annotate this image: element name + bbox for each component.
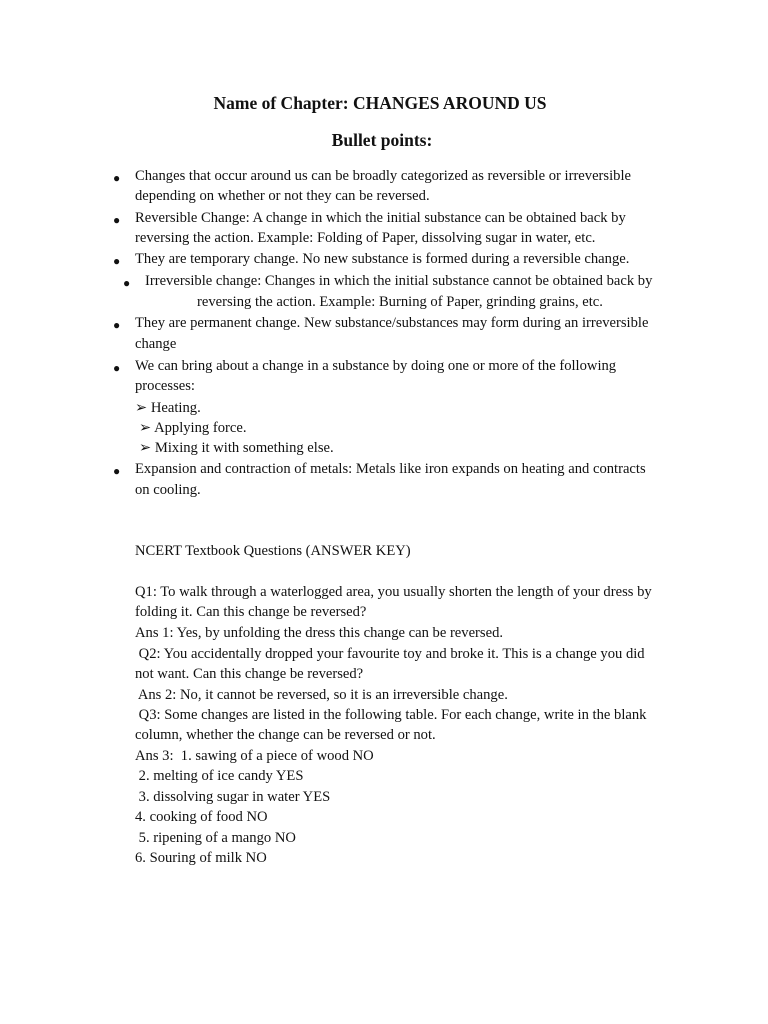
qa-line: Ans 2: No, it cannot be reversed, so it is an irreversible change. [135,687,508,703]
chapter-title: Name of Chapter: CHANGES AROUND US [213,93,547,113]
bullet-2-line-2: reversing the action. Example: Folding of Paper, dissolving sugar in water, etc. [135,230,596,246]
bullet-4-line-1: Irreversible change: Changes in which the initial substance cannot be obtained back by [145,273,653,289]
qa-line: column, whether the change can be reversed or not. [135,727,436,743]
qa-line: Ans 3: 1. sawing of a piece of wood NO [135,748,374,764]
bullet-dot: ● [113,171,121,185]
ncert-section-heading: NCERT Textbook Questions (ANSWER KEY) [135,543,411,559]
bullet-5-line-2: change [135,336,177,352]
qa-line: not want. Can this change be reversed? [135,666,364,682]
process-mixing: ➢ Mixing it with something else. [139,440,334,456]
qa-line: 3. dissolving sugar in water YES [135,789,331,805]
bullet-dot: ● [113,464,121,478]
bullet-dot: ● [113,213,121,227]
bullet-dot: ● [113,318,121,332]
bullet-3-line-1: They are temporary change. No new substance is formed during a reversible change. [135,251,630,267]
qa-line: Q1: To walk through a waterlogged area, you usually shorten the length of your dress by [135,584,652,600]
qa-line: Q2: You accidentally dropped your favourite toy and broke it. This is a change you did [135,646,645,662]
bullet-1-line-2: depending on whether or not they can be reversed. [135,188,430,204]
bullet-5-line-1: They are permanent change. New substance/substances may form during an irreversible [135,315,649,331]
qa-line: Q3: Some changes are listed in the following table. For each change, write in the blank [135,707,647,723]
process-applying-force: ➢ Applying force. [139,420,247,436]
bullet-7-line-1: Expansion and contraction of metals: Metals like iron expands on heating and contracts [135,461,646,477]
qa-line: 4. cooking of food NO [135,809,268,825]
bullet-7-line-2: on cooling. [135,482,201,498]
bullet-6-line-2: processes: [135,378,195,394]
process-heating: ➢ Heating. [135,400,201,416]
qa-line: 5. ripening of a mango NO [135,830,296,846]
bullet-dot: ● [123,276,131,290]
qa-line: 6. Souring of milk NO [135,850,267,866]
qa-line: Ans 1: Yes, by unfolding the dress this change can be reversed. [135,625,504,641]
bullet-4-line-2: reversing the action. Example: Burning of Paper, grinding grains, etc. [197,294,603,310]
bullet-points-heading: Bullet points: [331,130,433,150]
qa-line: folding it. Can this change be reversed? [135,604,367,620]
bullet-2-line-1: Reversible Change: A change in which the initial substance can be obtained back by [135,210,626,226]
bullet-6-line-1: We can bring about a change in a substance by doing one or more of the following [135,358,617,374]
bullet-dot: ● [113,254,121,268]
bullet-dot: ● [113,361,121,375]
qa-line: 2. melting of ice candy YES [135,768,304,784]
bullet-1-line-1: Changes that occur around us can be broadly categorized as reversible or irreversible [135,168,631,184]
